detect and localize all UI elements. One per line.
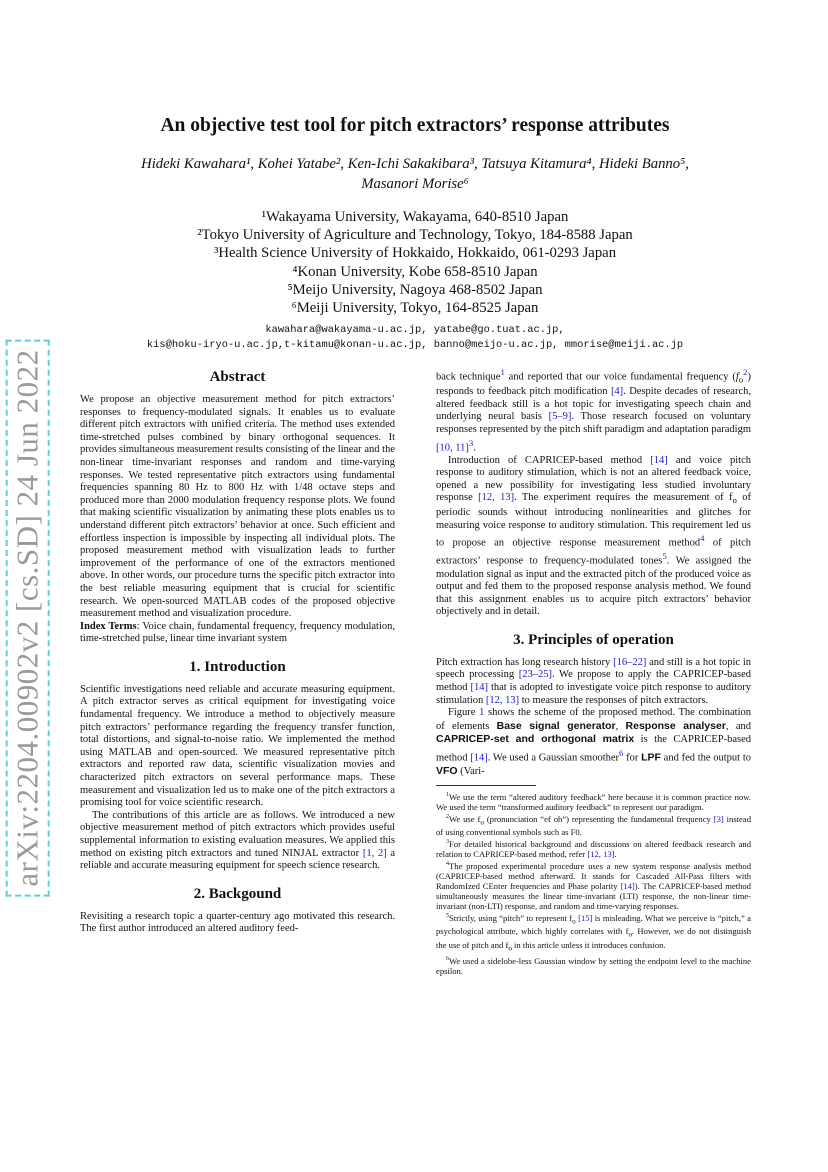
figure-link[interactable]: 1 xyxy=(479,707,485,719)
introduction-heading: 1. Introduction xyxy=(189,658,286,675)
fo-subscript: o xyxy=(738,374,744,385)
affiliations xyxy=(70,208,760,317)
footnote-5 xyxy=(436,911,751,954)
fn4-text-b: ). The CAPRICEP-based method simultaneously measures the linear time-invariant (LTI) response, the non-linear time-invariant (non-LTI) response, and random and time-varying responses. xyxy=(436,880,751,911)
fn5-text-c: . However, we do not distinguish the use of pitch and f xyxy=(436,926,751,951)
fn2-text-a: We use f xyxy=(449,813,481,824)
footnote-2 xyxy=(436,812,751,838)
affiliation-1: ¹Wakayama University, Wakayama, 640-8510 Japan xyxy=(261,209,569,225)
footnote-link[interactable]: 6 xyxy=(619,748,624,759)
citation-link[interactable]: [14] xyxy=(470,682,488,694)
paper-header xyxy=(70,114,760,353)
intro-paragraph-2 xyxy=(80,810,395,873)
footnote-link[interactable]: 3 xyxy=(468,437,474,448)
footnote-mark: 4 xyxy=(446,861,449,868)
emails-line-2: kis@hoku-iryo-u.ac.jp,t-kitamu@konan-u.ac.jp, banno@meijo-u.ac.jp, mmorise@meiji.ac.jp xyxy=(146,339,684,352)
pr-p2-text-d: , and xyxy=(725,720,751,732)
emails-line-1: kawahara@wakayama-u.ac.jp, yatabe@go.tuat.ac.jp, xyxy=(265,324,565,337)
pr-p2-text-e: is the CAPRICEP-based method xyxy=(436,734,751,764)
fn5-text-d: in this article unless it introduces confusion. xyxy=(511,940,666,951)
citation-link[interactable]: [14] xyxy=(620,880,635,891)
background-continued xyxy=(436,366,751,455)
affiliation-3: ³Health Science University of Hokkaido, Hokkaido, 061-0293 Japan xyxy=(213,245,617,262)
background-heading: 2. Backgound xyxy=(193,885,282,902)
pr-p2-text-h: and fed the output to xyxy=(660,752,751,764)
footnote-mark: 3 xyxy=(446,839,449,846)
affiliation-6: ⁶Meiji University, Tokyo, 164-8525 Japan xyxy=(291,300,539,317)
keyword-lpf: LPF xyxy=(641,751,661,764)
arxiv-identifier xyxy=(6,338,50,898)
citation-link[interactable]: [14] xyxy=(650,454,668,466)
fn1-text: We use the term “altered auditory feedback” here because it is common practice now. We used the term “transformed auditory feedback” to represent our paradigm. xyxy=(436,791,751,812)
background-paragraph-1: Revisiting a research topic a quarter-century ago motivated this research. The first author introduced an altered auditory feed- xyxy=(80,910,395,935)
abstract-text: We propose an objective measurement method for pitch extractors’ responses to frequency-modulated signals. It enables us to evaluate different pitch extractors with unified criteria. The method uses extended time-stretched pulses combined by binary orthogonal sequences. It provides simultaneous measurement results consisting of the linear and the non-linear time-invariant responses and random and time-varying responses. We tested representative pitch extractors using fundamental frequencies spanning 80 Hz to 800 Hz with 1/48 octave steps and produced more than 2000 modulation frequency response plots. We found that making scientific visualization by animating these plots enables us to understand different pitch extractors’ behavior at once. Such efficient and effortless inspection is impossible by inspecting all individual plots. The proposed measurement method with visualization leads to further improvement of the performance of one of the extractors mentioned above. In other words, our procedure turns the specific pitch extractor into the best reliable measuring equipment that is crucial for scientific research. We open-sourced MATLAB codes of the proposed objective measurement method and visualization procedure. xyxy=(80,394,395,620)
pr-p2-text-f: . We used a Gaussian smoother xyxy=(487,752,620,764)
pr-p1-text-b: and still is a hot topic in speech processing xyxy=(436,656,751,681)
footnote-6 xyxy=(436,954,751,976)
footnote-mark: 6 xyxy=(446,955,449,962)
index-terms xyxy=(80,621,395,646)
authors-line-1: Hideki Kawahara¹, Kohei Yatabe², Ken-Ichi Sakakibara³, Tatsuya Kitamura⁴, Hideki Banno⁵, xyxy=(141,156,689,172)
citation-link[interactable]: [10, 11] xyxy=(436,442,469,454)
footnote-3 xyxy=(436,837,751,859)
citation-link[interactable]: [12, 13] xyxy=(587,849,615,860)
fo-symbol: f xyxy=(735,371,739,383)
left-column xyxy=(80,368,395,936)
fn3-text-a: For detailed historical background and discussions on altered feedback research and relation to CAPRICEP-based method, refer xyxy=(436,839,751,860)
fo-subscript: o xyxy=(732,495,737,506)
fn5-text-b: is misleading. What we perceive is “pitch,” a psychological attribute, which highly correlates with f xyxy=(436,912,751,937)
keyword-vfo: VFO xyxy=(436,765,458,778)
index-terms-label: Index Terms xyxy=(80,620,137,632)
fo-subscript: o xyxy=(480,818,484,827)
fn6-text: We used a sidelobe-less Gaussian window by setting the endpoint level to the machine epsilon. xyxy=(436,955,751,976)
footnote-4 xyxy=(436,859,751,911)
intro-paragraph-1: Scientific investigations need reliable and accurate measuring equipment. A pitch extractor serves as critical equipment for investigating voice fundamental frequency. We introduce a method to objectively measure pitch extractors’ performance regarding the frequency transfer function, total distortions, and signal-to-noise ratio. We implemented the method using MATLAB and open-sourced. We measured representative pitch extractors and reported raw data, scientific visualization movies and characterized pitch extractors on several performance maps. These measurement and visualization led us to make one of the pitch extractors a promising tool for voice scientific research. xyxy=(80,683,395,809)
footnote-mark: 1 xyxy=(446,791,449,798)
footnote-mark: 5 xyxy=(446,912,449,919)
right-column xyxy=(436,366,751,976)
principles-paragraph-2 xyxy=(436,707,751,778)
author-list xyxy=(70,154,760,194)
intro-p2-text-b: a reliable and accurate measuring equipment for speech science research. xyxy=(80,847,395,872)
fn2-text-b: (pronunciation “ef oh”) representing the fundamental frequency xyxy=(483,813,714,824)
footnote-link[interactable]: 1 xyxy=(500,367,505,377)
bg-cont-text-c: ) responds to feedback pitch modification xyxy=(436,371,752,398)
bg-cont-text-f: . xyxy=(473,442,476,454)
fn5-text-a: Strictly, using “pitch” to represent f xyxy=(449,912,573,923)
paper-title: An objective test tool for pitch extractors’ response attributes xyxy=(160,115,670,136)
fo-subscript: o xyxy=(508,944,512,953)
keyword-response-analyser: Response analyser xyxy=(625,719,726,732)
bg-p2-text-d: of periodic sounds without introducing nonlinearities and glitches for measuring voice response to auditory stimulation. This requirement led us to propose an objective response measurement method xyxy=(436,492,751,549)
pr-p2-text-c: , xyxy=(615,720,626,732)
bg-cont-text-a: back technique xyxy=(436,371,501,383)
citation-link[interactable]: [4] xyxy=(610,386,624,398)
keyword-capricep-set: CAPRICEP-set and orthogonal matrix xyxy=(436,733,635,746)
pr-p2-text-a: Figure xyxy=(448,707,480,719)
citation-link[interactable]: [1, 2] xyxy=(362,847,387,859)
citation-link[interactable]: [23–25] xyxy=(518,669,552,681)
background-paragraph-2 xyxy=(436,455,751,619)
citation-link[interactable]: [12, 13] xyxy=(478,492,515,504)
fo-subscript: o xyxy=(628,931,633,940)
fo-subscript: o xyxy=(572,917,576,926)
keyword-base-signal-generator: Base signal generator xyxy=(496,719,616,732)
affiliation-4: ⁴Konan University, Kobe 658-8510 Japan xyxy=(292,263,538,280)
citation-link[interactable]: [14] xyxy=(470,752,488,764)
pr-p1-text-e: to measure the responses of pitch extractors. xyxy=(519,694,709,706)
authors-line-2: Masanori Morise⁶ xyxy=(361,176,469,192)
fn4-text-a: The proposed experimental procedure uses a new system response analysis method (CAPRICEP-based method afterward. It stands for Cascaded All-Pass filters with RandomIzed CEnter frequencies and Phase polarity xyxy=(436,860,751,891)
citation-link[interactable]: [3] xyxy=(713,813,724,824)
abstract-heading: Abstract xyxy=(209,369,266,385)
fn3-text-b: . xyxy=(614,849,617,860)
bg-p2-text-a: Introduction of CAPRICEP-based method xyxy=(448,454,651,466)
intro-p2-text-a: The contributions of this article are as follows. We introduced a new objective measurement method of pitch extractors which provides useful supplemental information to existing evaluation measures. We applied this method on existing pitch extractors and tuned NINJAL extractor xyxy=(80,809,395,859)
citation-link[interactable]: [16–22] xyxy=(613,656,647,668)
affiliation-2: ²Tokyo University of Agriculture and Technology, Tokyo, 184-8588 Japan xyxy=(197,227,633,244)
index-terms-text: : Voice chain, fundamental frequency, frequency modulation, time-stretched pulse, linear time invariant system xyxy=(80,620,395,645)
affiliation-5: ⁵Meijo University, Nagoya 468-8502 Japan xyxy=(287,281,543,298)
bg-p2-text-e: of pitch extractors’ response to frequency-modulated tones xyxy=(436,537,752,567)
bg-p2-text-c: . The experiment requires the measurement of f xyxy=(514,492,733,504)
pr-p1-text-d: that is adopted to investigate voice pitch response to auditory stimulation xyxy=(436,682,751,706)
fn2-text-c: instead of using conventional symbols such as F0. xyxy=(436,813,751,838)
arxiv-id-text: arXiv:2204.00902v2 [cs.SD] 24 Jun 2022 xyxy=(6,339,50,896)
footnote-1 xyxy=(436,790,751,812)
pr-p2-text-i: (Vari- xyxy=(457,766,485,778)
pr-p2-text-g: for xyxy=(623,752,642,764)
pr-p1-text-c: . We propose to apply the CAPRICEP-based method xyxy=(436,669,751,694)
email-list xyxy=(70,323,760,353)
footnote-mark: 2 xyxy=(446,813,449,820)
principles-heading: 3. Principles of operation xyxy=(513,631,674,648)
footnote-link[interactable]: 2 xyxy=(743,367,748,377)
bg-cont-text-d: . Despite decades of research, altered feedback still is a hot topic for investigating speech chain and underlying neural basis xyxy=(436,386,751,423)
footnote-divider xyxy=(436,785,536,786)
bg-cont-text-e: . Those research focused on voluntary responses represented by the pitch shift paradigm and adaptation paradigm xyxy=(436,411,751,435)
citation-link[interactable]: [12, 13] xyxy=(485,694,520,706)
footnote-link[interactable]: 4 xyxy=(700,533,705,544)
pr-p2-text-b: shows the scheme of the proposed method. The combination of elements xyxy=(436,707,751,732)
pr-p1-text-a: Pitch extraction has long research history xyxy=(436,656,614,668)
citation-link[interactable]: [15] xyxy=(578,912,593,923)
citation-link[interactable]: [5–9] xyxy=(548,411,572,423)
bg-p2-text-b: and voice pitch response to auditory stimulation, which is not an altered feedback voice, opened a new possibility for investigating less studied involuntary response xyxy=(436,454,751,504)
principles-paragraph-1 xyxy=(436,657,751,707)
bg-p2-text-f: . We assigned the modulation signal as input and the extracted pitch of the produced voice as output and fed them to the proposed response analysis method. We found that this assignment enables us to acquire pitch extractors’ behavior objectively and in detail. xyxy=(436,555,751,618)
footnote-link[interactable]: 5 xyxy=(662,551,667,562)
bg-cont-text-b: and reported that our voice fundamental frequency ( xyxy=(504,371,736,383)
